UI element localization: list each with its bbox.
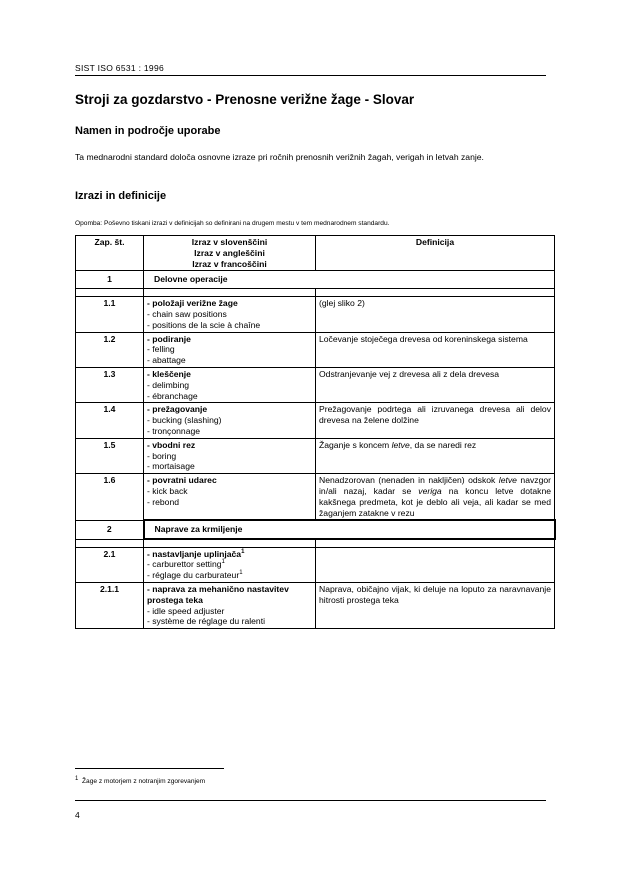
term-en: - kick back xyxy=(147,485,188,496)
row-definition xyxy=(316,547,555,582)
terms-note: Opomba: Poševno tiskani izrazi v definicijah so definirani na drugem mestu v tem mednarodnem standardu. xyxy=(75,220,390,227)
row-terms xyxy=(144,403,316,438)
term-fr: - abattage xyxy=(147,355,186,366)
page-number: 4 xyxy=(75,810,80,820)
row-terms xyxy=(144,438,316,473)
footnote-text: Žage z motorjem z notranjim zgorevanjem xyxy=(82,778,206,785)
group-row-2 xyxy=(76,520,555,539)
table-row xyxy=(76,403,555,438)
row-number: 1.2 xyxy=(76,332,144,367)
term-fr: - rebond xyxy=(147,496,180,507)
footnote-rule xyxy=(75,768,224,769)
table-row xyxy=(76,297,555,332)
header-rule xyxy=(75,75,546,76)
row-terms xyxy=(144,583,316,629)
table-row xyxy=(76,438,555,473)
term-en: - chain saw positions xyxy=(147,308,227,319)
row-number: 1.6 xyxy=(76,474,144,521)
table-row xyxy=(76,367,555,402)
row-number: 1.1 xyxy=(76,297,144,332)
row-number: 1.3 xyxy=(76,367,144,402)
term-sl: - položaji verižne žage xyxy=(147,298,238,309)
term-en: - carburettor setting$^1$ xyxy=(147,559,225,570)
row-definition: Prežagovanje podrtega ali izruvanega drevesa ali delov drevesa na želene dolžine xyxy=(316,403,555,438)
table-row xyxy=(76,474,555,521)
row-definition: Nenadzorovan (nenaden in nakljičen) odskok letve navzgor in/ali nazaj, kadar se veriga na koncu letve dotakne kakšnega predmeta, kot je deblo ali veja, ali kadar se med žaganjem zatakne v rezu xyxy=(316,474,555,521)
table-row xyxy=(76,583,555,629)
row-terms xyxy=(144,367,316,402)
header-term xyxy=(144,236,316,271)
terms-heading: Izrazi in definicije xyxy=(75,190,167,202)
term-en: - delimbing xyxy=(147,379,190,390)
row-number: 2.1 xyxy=(76,547,144,582)
term-en: - boring xyxy=(147,450,177,461)
header-term-sl: Izraz v slovenščini xyxy=(191,237,268,247)
table-row xyxy=(76,332,555,367)
header-term-fr: Izraz v francoščini xyxy=(192,258,267,269)
group-label: Naprave za krmiljenje xyxy=(144,520,555,539)
row-terms xyxy=(144,332,316,367)
term-en: - idle speed adjuster xyxy=(147,605,225,616)
header-term-en: Izraz v angleščini xyxy=(194,247,265,258)
term-fr: - système de réglage du ralenti xyxy=(147,616,265,627)
group-number: 1 xyxy=(76,271,144,289)
running-header: SIST ISO 6531 : 1996 xyxy=(75,63,165,73)
footnote xyxy=(75,775,206,785)
term-sl: - nastavljanje uplinjača$^1$ xyxy=(147,548,245,559)
header-number: Zap. št. xyxy=(76,236,144,271)
row-definition: (glej sliko 2) xyxy=(316,297,555,332)
term-en: - bucking (slashing) xyxy=(147,415,222,426)
row-terms xyxy=(144,297,316,332)
row-terms xyxy=(144,547,316,582)
group-row-1 xyxy=(76,271,555,289)
scope-paragraph: Ta mednarodni standard določa osnovne izraze pri ročnih prenosnih verižnih žagah, verigah in letvah zanje. xyxy=(75,152,484,162)
row-definition: Žaganje s koncem letve, da se naredi rez xyxy=(316,438,555,473)
document-title: Stroji za gozdarstvo - Prenosne verižne žage - Slovar xyxy=(75,92,415,107)
footer-rule xyxy=(75,800,546,801)
row-definition: Naprava, običajno vijak, ki deluje na loputo za naravnavanje hitrosti prostega teka xyxy=(316,583,555,629)
group-number: 2 xyxy=(76,520,144,539)
footnote-mark: 1 xyxy=(75,775,79,782)
table-header-row xyxy=(76,236,555,271)
table-row xyxy=(76,547,555,582)
row-definition: Ločevanje stoječega drevesa od koreninskega sistema xyxy=(316,332,555,367)
header-definition: Definicija xyxy=(316,236,555,271)
term-fr: - mortaisage xyxy=(147,461,195,472)
row-definition: Odstranjevanje vej z drevesa ali z dela drevesa xyxy=(316,367,555,402)
terms-table xyxy=(75,235,556,629)
term-sl: - kleščenje xyxy=(147,368,191,379)
row-number: 1.4 xyxy=(76,403,144,438)
term-fr: - réglage du carburateur$^1$ xyxy=(147,570,243,581)
term-sl: - povratni udarec xyxy=(147,475,217,486)
term-fr: - ébranchage xyxy=(147,390,198,401)
row-number: 2.1.1 xyxy=(76,583,144,629)
term-sl: - naprava za mehanično nastavitev prostega teka xyxy=(147,584,289,605)
group-label: Delovne operacije xyxy=(144,271,555,289)
term-en: - felling xyxy=(147,344,175,355)
term-fr: - tronçonnage xyxy=(147,425,201,436)
term-fr: - positions de la scie à chaîne xyxy=(147,319,261,330)
term-sl: - podiranje xyxy=(147,333,191,344)
row-number: 1.5 xyxy=(76,438,144,473)
row-terms xyxy=(144,474,316,521)
scope-heading: Namen in področje uporabe xyxy=(75,125,221,137)
term-sl: - prežagovanje xyxy=(147,404,208,415)
term-sl: - vbodni rez xyxy=(147,439,196,450)
